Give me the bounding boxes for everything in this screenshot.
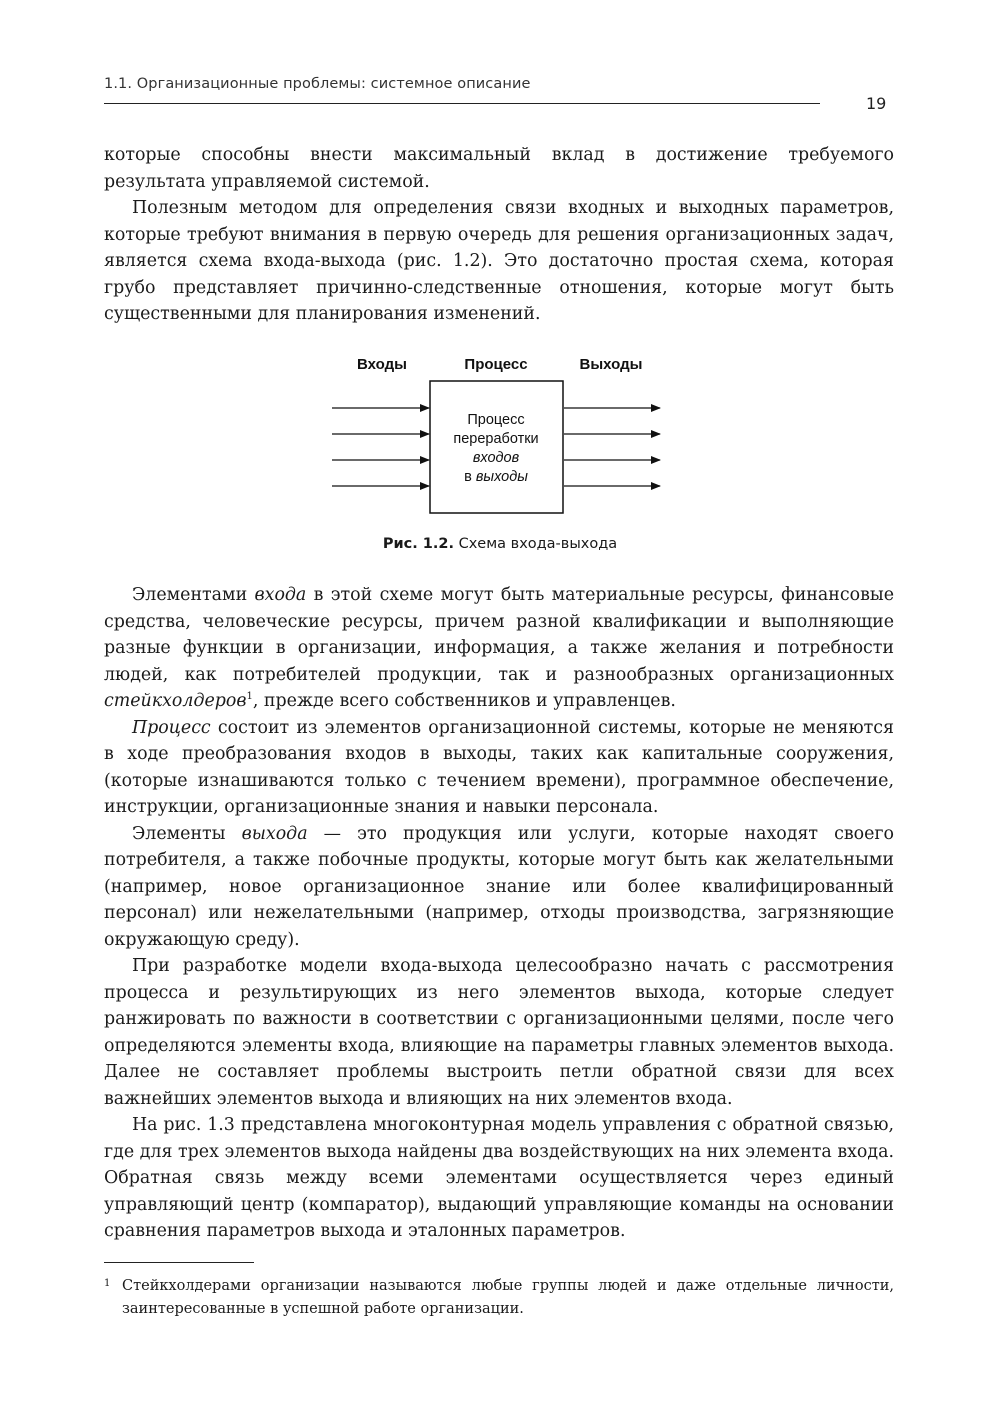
label-process: Процесс — [464, 356, 528, 373]
paragraph-model-development: При разработке модели входа-выхода целесообразно начать с рассмотрения процесса и результирующих из него элементов выхода, которые следует ранжировать по важности в соответствии с организационными целями, после чего определяются элементы входа, влияющие на параметры главных элементов выхода. Далее не составляет проблемы выстроить петли обратной связи для всех важнейших элементов выхода и влияющих на них элементов входа. — [104, 956, 894, 1109]
box-text-line-4-prefix: в — [464, 469, 476, 485]
box-text-line-4-italic: выходы — [475, 469, 528, 485]
paragraph-inputs — [104, 582, 894, 715]
footnote — [104, 1275, 894, 1320]
paragraph-figure-1-3: На рис. 1.3 представлена многоконтурная модель управления с обратной связью, где для трех элементов выхода найдены два воздействующих на них элемента входа. Обратная связь между всеми элементами осуществляется через единый управляющий центр (компаратор), выдающий управляющие команды на основании сравнения параметров выхода и эталонных параметров. — [104, 1115, 894, 1241]
main-text — [104, 582, 894, 1245]
box-text-line-3: входов — [472, 450, 520, 466]
footnote-text: Стейкхолдерами организации называются любые группы людей и даже отдельные личности, заинтересованные в успешной работе организации. — [122, 1278, 894, 1317]
paragraph-io-scheme: Полезным методом для определения связи входных и выходных параметров, которые требуют внимания в первую очередь для решения организационных задач, является схема входа-выхода (рис. 1.2). Это достаточно простая схема, которая грубо представляет причинно-следственные отношения, которые могут быть существенными для планирования изменений. — [104, 198, 894, 324]
io-diagram — [320, 350, 680, 560]
label-outputs: Выходы — [579, 356, 643, 373]
figure-caption — [0, 536, 1000, 552]
figure-caption-text: Схема входа-выхода — [453, 536, 618, 552]
paragraph-continuation: которые способны внести максимальный вклад в достижение требуемого результата управляемой системой. — [104, 145, 894, 192]
header-rule — [104, 103, 820, 104]
text-run: — это продукция или услуги, которые находят своего потребителя, а также побочные продукты, которые могут быть как желательными (например, новое организационное знание или более квалифицированный персонал) или нежелательными (например, отходы производства, загрязняющие окружающую среду). — [104, 823, 895, 950]
footnote-mark: 1 — [104, 1278, 111, 1289]
text-run: состоит из элементов организационной системы, которые не меняются в ходе преобразования входов в выходы, таких как капитальные сооружения, (которые изнашиваются только с течением времени), программное обеспечение, инструкции, организационные знания и навыки персонала. — [104, 717, 894, 817]
paragraph-process — [104, 715, 894, 821]
emphasis-outputs: выхода — [241, 823, 308, 844]
process-box — [430, 381, 563, 513]
figure-caption-label: Рис. 1.2. — [382, 536, 454, 552]
box-text-line-1: Процесс — [467, 412, 525, 428]
running-head: 1.1. Организационные проблемы: системное описание — [104, 76, 531, 92]
text-run: Элементами — [132, 585, 255, 605]
page-number: 19 — [866, 94, 887, 113]
text-run: в этой схеме могут быть материальные ресурсы, финансовые средства, человеческие ресурсы, причем разной квалификации и выполняющие разные функции в организации, информация, а также желания и потребности людей, как потребителей продукции, так и разнообразных организационных — [104, 585, 894, 685]
footnote-ref: 1 — [246, 691, 253, 703]
footnote-rule — [104, 1262, 254, 1263]
text-run: Элементы — [132, 823, 242, 844]
box-text-line-2: переработки — [453, 431, 539, 447]
text-run: , прежде всего собственников и управленцев. — [252, 691, 676, 711]
top-text — [104, 142, 894, 328]
box-text-line-4 — [464, 469, 528, 485]
label-inputs: Входы — [357, 356, 407, 373]
emphasis-inputs: входа — [254, 585, 307, 605]
paragraph-outputs — [104, 821, 894, 954]
emphasis-stakeholders: стейкхолдеров — [104, 691, 247, 711]
emphasis-process: Процесс — [132, 717, 211, 738]
